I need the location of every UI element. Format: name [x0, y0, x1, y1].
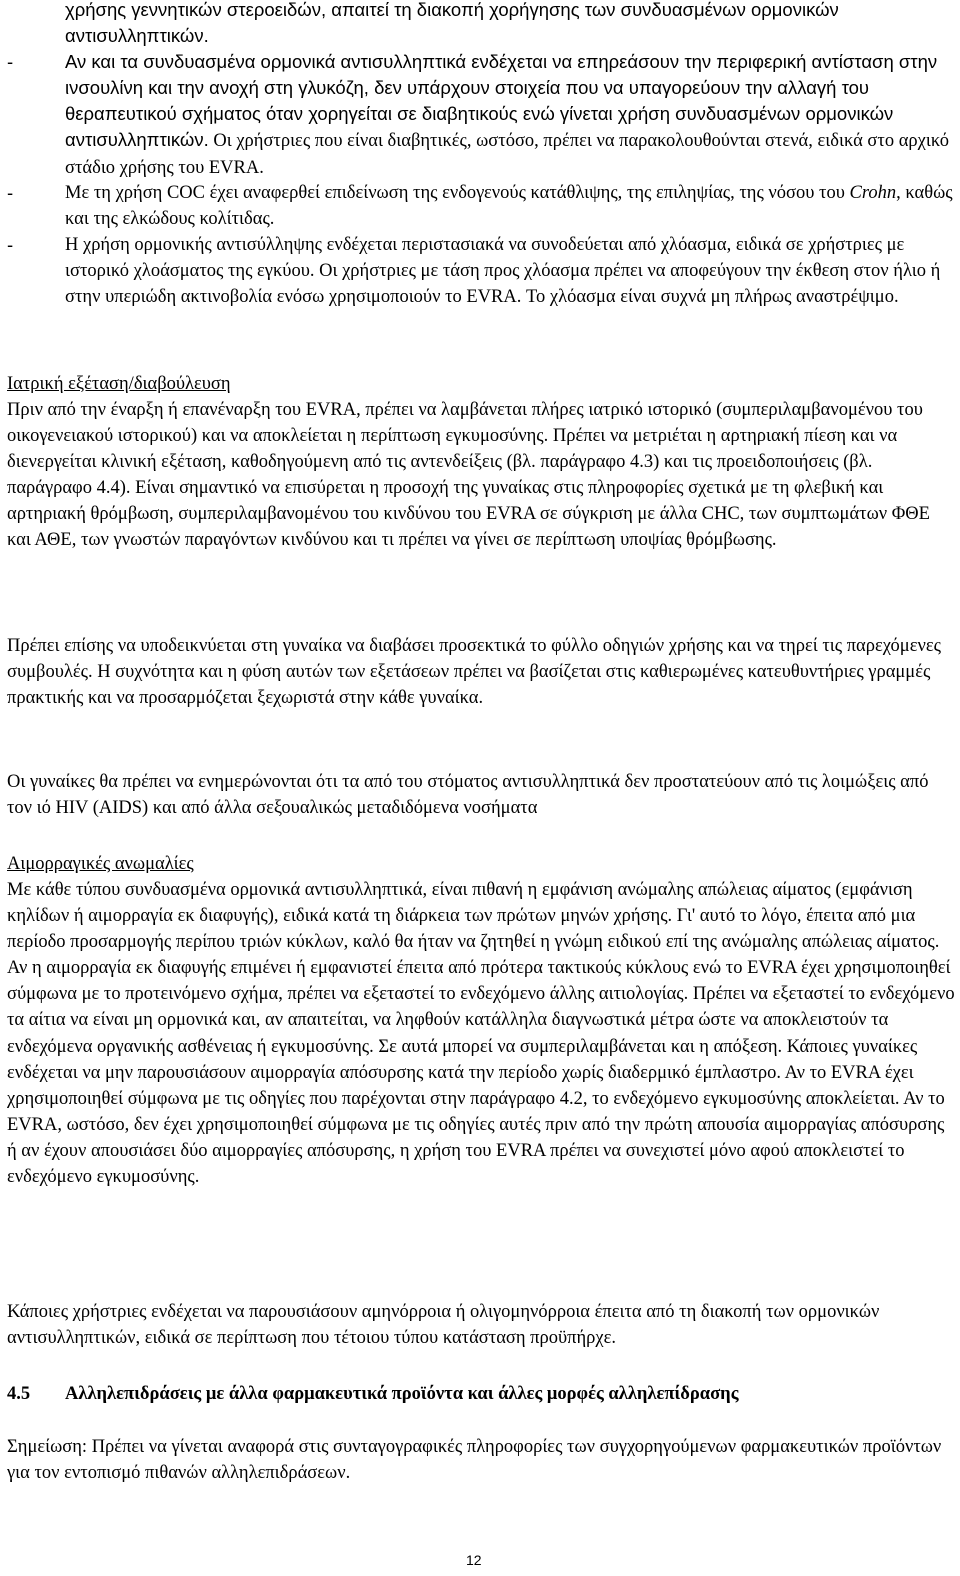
bullet-insulin-text-2: Οι χρήστριες που είναι διαβητικές, ωστόσο, πρέπει να παρακολουθούνται στενά, ειδικά στο αρχικό στάδιο χρήσης του EVRA.: [65, 131, 949, 179]
bullet-chloasma: [65, 232, 955, 310]
bullet-chloasma-text: Η χρήση ορμονικής αντισύλληψης ενδέχεται περιστασιακά να συνοδεύεται από χλόασμα, ειδικά σε χρήστριες με ιστορικό χλοάσματος της εγκύου.: [65, 235, 905, 282]
bullet-depression-text-2: , καθώς και της ελκώδους κολίτιδας.: [65, 183, 953, 230]
bullet-dash: -: [7, 234, 14, 255]
section-note: Σημείωση: Πρέπει να γίνεται αναφορά στις συνταγογραφικές πληροφορίες των συγχορηγούμενων φαρμακευτικών προϊόντων για τον εντοπισμό πιθανών αλληλεπιδράσεων.: [7, 1437, 942, 1484]
medical-paragraph-3: Οι γυναίκες θα πρέπει να ενημερώνονται ότι τα από του στόματος αντισυλληπτικά δεν προστατεύουν από τις λοιμώξεις από τον ιό HIV (AIDS) και από άλλα σεξουαλικώς μεταδιδόμενα νοσήματα: [7, 772, 929, 819]
bullet-dash: -: [7, 51, 14, 72]
page-number: 12: [466, 1552, 482, 1568]
bullet-insulin-text: Αν και τα συνδυασμένα ορμονικά αντισυλληπτικά ενδέχεται να επηρεάσουν την περιφερική αντίσταση στην ινσουλίνη και την ανοχή στη γλυκόζη, δεν υπάρχουν στοιχεία που να υπαγορεύουν την αλλαγή του θεραπευτικού σχήματος όταν χορηγείται σε διαβητικούς ενώ γίνεται χρήση συνδυασμένων ορμονικών αντισυλληπτικών.: [65, 51, 938, 151]
section-heading-medical: Ιατρική εξέταση/διαβούλευση: [7, 374, 231, 394]
section-title: Αλληλεπιδράσεις με άλλα φαρμακευτικά προϊόντα και άλλες μορφές αλληλεπίδρασης: [65, 1384, 739, 1404]
bullet-insulin: [65, 49, 955, 181]
continued-bullet-text: χρήσης γεννητικών στεροειδών, απαιτεί τη διακοπή χορήγησης των συνδυασμένων ορμονικών αντισυλληπτικών.: [65, 0, 839, 47]
bleeding-paragraph-2: Κάποιες χρήστριες ενδέχεται να παρουσιάσουν αμηνόρροια ή ολιγομηνόρροια έπειτα από τη διακοπή των ορμονικών αντισυλληπτικών, ειδικά σε περίπτωση που τέτοιου τύπου κατάσταση προϋπήρχε.: [7, 1302, 880, 1349]
bullet-chloasma-text-2: Οι χρήστριες με τάση προς χλόασμα πρέπει να αποφεύγουν την έκθεση στον ήλιο ή στην υπεριώδη ακτινοβολία ενόσω χρησιμοποιούν το EVRA. Το χλόασμα είναι συχνά μη πλήρως αναστρέψιμο.: [65, 261, 941, 308]
medical-paragraph-1: Πριν από την έναρξη ή επανέναρξη του EVRA, πρέπει να λαμβάνεται πλήρες ιατρικό ιστορικό (συμπεριλαμβανομένου του οικογενειακού ιστορικού) και να αποκλείεται η περίπτωση εγκυμοσύνης. Πρέπει να μετριέται η αρτηριακή πίεση και να διενεργείται κλινική εξέταση, καθοδηγούμενη από τις αντενδείξεις (βλ. παράγραφο 4.3) και τις προειδοποιήσεις (βλ. παράγραφο 4.4). Είναι σημαντικό να επισύρεται η προσοχή της γυναίκας στις πληροφορίες σχετικά με τη φλεβική και αρτηριακή θρόμβωση, συμπεριλαμβανομένου του κινδύνου του EVRA σε σύγκριση με άλλα CHC, των συμπτωμάτων ΦΘΕ και ΑΘΕ, των γνωστών παραγόντων κινδύνου και τι πρέπει να γίνει σε περίπτωση υποψίας θρόμβωσης.: [7, 400, 930, 551]
bullet-depression: [65, 180, 955, 232]
bleeding-paragraph-1: Με κάθε τύπου συνδυασμένα ορμονικά αντισυλληπτικά, είναι πιθανή η εμφάνιση ανώμαλης απώλειας αίματος (εμφάνιση κηλίδων ή αιμορραγία εκ διαφυγής), ειδικά κατά τη διάρκεια των πρώτων μηνών χρήσης. Γι' αυτό το λόγο, έπειτα από μια περίοδο προσαρμογής περίπου τριών κύκλων, καλό θα ήταν να ζητηθεί η γνώμη ειδικού επί της ανώμαλης απώλειας αίματος. Αν η αιμορραγία εκ διαφυγής επιμένει ή εμφανιστεί έπειτα από πρότερα τακτικούς κύκλους ενώ το EVRA έχει χρησιμοποιηθεί σύμφωνα με το προτεινόμενο σχήμα, πρέπει να εξεταστεί το ενδεχόμενο άλλης αιτιολογίας. Πρέπει να εξεταστεί το ενδεχόμενο τα αίτια να είναι μη ορμονικά και, αν απαιτείται, να ληφθούν κατάλληλα διαγνωστικά μέτρα ώστε να αποκλειστούν τα ενδεχόμενα οργανικής ασθένειας ή εγκυμοσύνης. Σε αυτά μπορεί να συμπεριλαμβάνεται και η απόξεση. Κάποιες γυναίκες ενδέχεται να μην παρουσιάσουν αιμορραγία απόσυρσης κατά την περίοδο χωρίς διαδερμικό έμπλαστρο. Αν το EVRA έχει χρησιμοποιηθεί σύμφωνα με τις οδηγίες που παρέχονται στην παράγραφο 4.2, το ενδεχόμενο εγκυμοσύνης αποκλείεται. Αν το EVRA, ωστόσο, δεν έχει χρησιμοποιηθεί σύμφωνα με τις οδηγίες αυτές πριν από την πρώτη απουσία αιμορραγίας απόσυρσης ή αν έχουν απουσιάσει δύο αιμορραγίες απόσυρσης, η χρήση του EVRA πρέπει να συνεχιστεί μόνο αφού αποκλειστεί το ενδεχόμενο εγκυμοσύνης.: [7, 880, 955, 1188]
bullet-dash: -: [7, 182, 14, 203]
crohn-term: Crohn: [849, 183, 897, 203]
medical-paragraph-2: Πρέπει επίσης να υποδεικνύεται στη γυναίκα να διαβάσει προσεκτικά το φύλλο οδηγιών χρήσης και να τηρεί τις παρεχόμενες συμβουλές. Η συχνότητα και η φύση αυτών των εξετάσεων πρέπει να βασίζεται στις καθιερωμένες κατευθυντήριες γραμμές πρακτικής και να προσαρμόζεται ξεχωριστά στην κάθε γυναίκα.: [7, 636, 941, 709]
bullet-depression-text: Με τη χρήση COC έχει αναφερθεί επιδείνωση της ενδογενούς κατάθλιψης, της επιληψίας, της νόσου του: [65, 183, 850, 203]
section-heading-bleeding: Αιμορραγικές ανωμαλίες: [7, 854, 194, 874]
section-number: 4.5: [7, 1384, 31, 1404]
